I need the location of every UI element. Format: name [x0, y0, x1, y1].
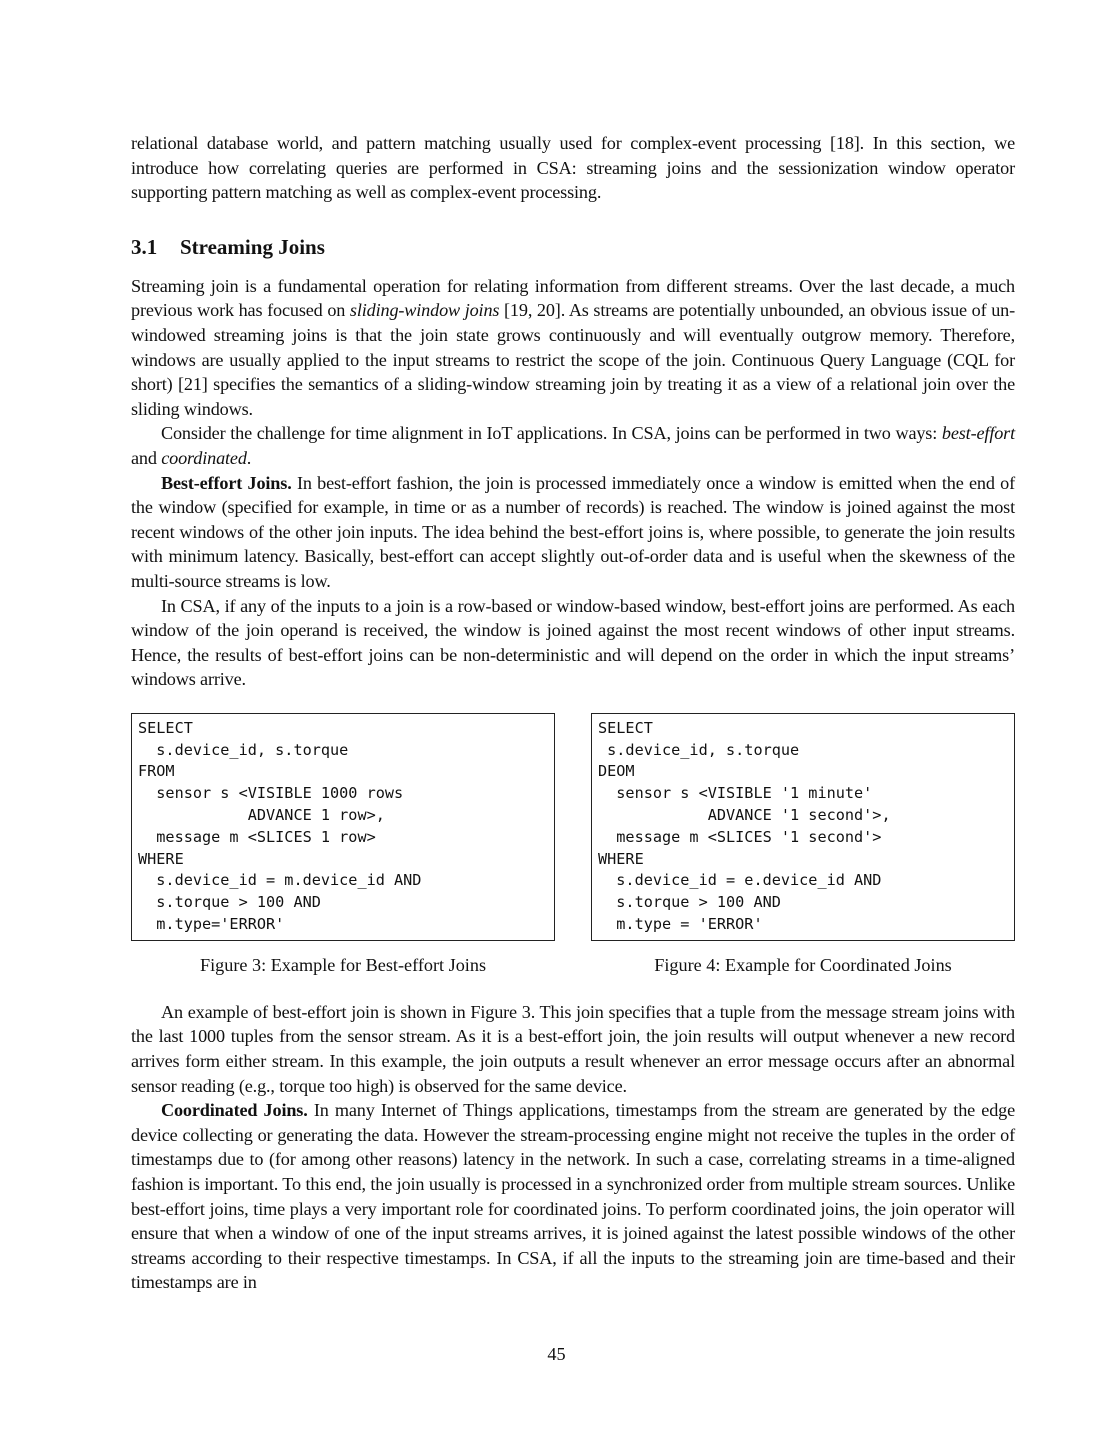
code-line: ADVANCE '1 second'>, [598, 806, 891, 825]
code-line: SELECT [598, 718, 653, 737]
paragraph-csa-best-effort: In CSA, if any of the inputs to a join is a row-based or window-based window, best-effort joins are performed. As each window of the join operand is received, the window is joined against the most recent windows of other input streams. Hence, the results of best-effort joins can be non-deterministic and will depend on the order in which the input streams’ windows arrive. [131, 595, 1015, 690]
section-heading [131, 235, 1015, 260]
emphasis-best-effort: best-effort [941, 423, 1015, 444]
code-line: WHERE [138, 849, 184, 868]
text-run: Consider the challenge for time alignment in IoT applications. In CSA, joins can be performed in two ways: [161, 423, 942, 444]
code-line: DEOM [598, 762, 635, 781]
paragraph-streaming-join [131, 274, 1015, 422]
section-title: Streaming Joins [180, 234, 325, 259]
text-run: [19, 20]. As streams are potentially unbounded, an obvious issue of un-windowed streaming joins is that the join state grows continuously and will eventually outgrow memory. Therefore, windows are usually applied to the input streams to restrict the scope of the join. Continuous Query Language (CQL for short) [21] specifies the semantics of a sliding-window streaming join by treating it as a view of a relational join over the sliding windows. [131, 300, 1015, 419]
run-in-heading-coordinated: Coordinated Joins. [161, 1100, 308, 1121]
paragraph-coordinated-joins [131, 1098, 1015, 1295]
code-line: ADVANCE 1 row>, [138, 806, 385, 825]
figure-3 [131, 713, 555, 1000]
code-line: s.device_id = m.device_id AND [138, 871, 422, 890]
code-line: FROM [138, 762, 175, 781]
text-run: In best-effort fashion, the join is processed immediately once a window is emitted when the end of the window (specified for example, in time or as a number of records) is reached. The window is joined against the most recent windows of the other join inputs. The idea behind the best-effort joins is, where possible, to generate the join results with minimum latency. Basically, best-effort can accept slightly out-of-order data and is useful when the skewness of the multi-source streams is low. [131, 472, 1015, 591]
text-run: and [131, 447, 162, 468]
code-listing-best-effort [131, 713, 555, 941]
code-line: sensor s <VISIBLE 1000 rows [138, 784, 404, 803]
code-line: s.device_id = e.device_id AND [598, 871, 882, 890]
section-number: 3.1 [131, 234, 158, 259]
text-run: In many Internet of Things applications, timestamps from the stream are generated by the edge device collecting or generating the data. However the stream-processing engine might not receive the tuples in the order of timestamps due to (for among other reasons) latency in the network. In such a case, correlating streams in a time-aligned fashion is important. To this end, the join usually is processed in a synchronized order from multiple stream sources. Unlike best-effort joins, time plays a very important role for coordinated joins. To perform coordinated joins, the join operator will ensure that when a window of one of the input streams arrives, it is joined against the latest possible windows of the other streams according to their respective timestamps. In CSA, if all the inputs to the streaming join are time-based and their timestamps are in [131, 1100, 1015, 1293]
page-number: 45 [547, 1344, 566, 1364]
page-body [131, 131, 1015, 1295]
emphasis-coordinated: coordinated [161, 447, 247, 468]
intro-paragraph: relational database world, and pattern matching usually used for complex-event processing [18]. In this section, we introduce how correlating queries are performed in CSA: streaming joins and the sessionization window operator supporting pattern matching as well as complex-event processing. [131, 133, 1015, 203]
code-line: s.device_id, s.torque [138, 740, 349, 759]
code-line: s.device_id, s.torque [598, 740, 800, 759]
code-line: s.torque > 100 AND [598, 893, 781, 912]
code-line: m.type = 'ERROR' [598, 915, 763, 934]
code-line: message m <SLICES '1 second'> [598, 827, 882, 846]
figure-caption: Figure 4: Example for Coordinated Joins [654, 954, 952, 975]
text-run: . [246, 447, 252, 468]
figures-row [131, 713, 1015, 1000]
code-line: SELECT [138, 718, 193, 737]
figure-4 [591, 713, 1015, 1000]
code-line: sensor s <VISIBLE '1 minute' [598, 784, 873, 803]
text-run: Streaming join is a fundamental operation for relating information from different streams. Over the last decade, a much previous work has focused on [131, 275, 1015, 321]
code-line: WHERE [598, 849, 644, 868]
paragraph-two-ways [131, 421, 1015, 470]
code-line: message m <SLICES 1 row> [138, 827, 376, 846]
run-in-heading-best-effort: Best-effort Joins. [161, 472, 292, 493]
emphasis-sliding-window-joins: sliding-window joins [349, 300, 500, 321]
figure-caption: Figure 3: Example for Best-effort Joins [199, 954, 487, 975]
code-listing-coordinated [591, 713, 1015, 941]
code-line: s.torque > 100 AND [138, 893, 321, 912]
paragraph-example-best-effort: An example of best-effort join is shown in Figure 3. This join specifies that a tuple from the message stream joins with the last 1000 tuples from the sensor stream. As it is a best-effort join, the join results will output whenever a new record arrives form either stream. In this example, the join outputs a result whenever an error message occurs after an abnormal sensor reading (e.g., torque too high) is observed for the same device. [131, 1001, 1015, 1096]
code-line: m.type='ERROR' [138, 915, 285, 934]
paragraph-best-effort-joins [131, 471, 1015, 594]
